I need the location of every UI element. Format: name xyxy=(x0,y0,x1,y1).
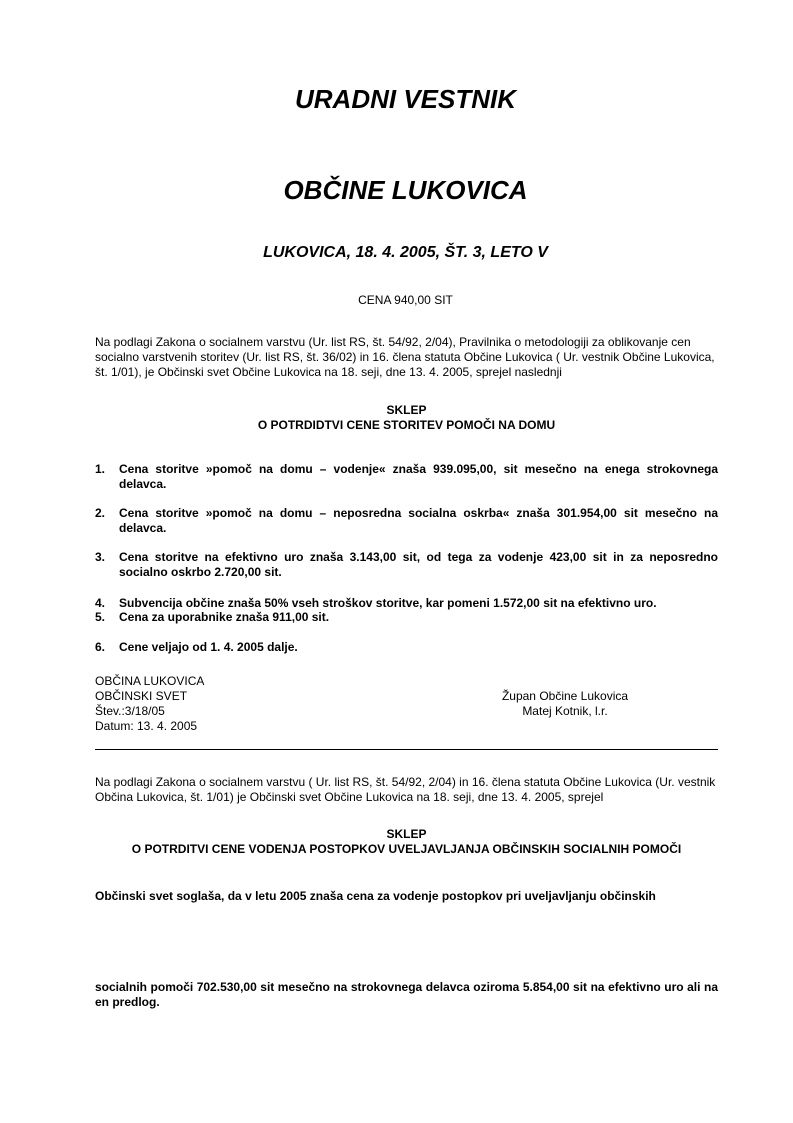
signature-municipality: OBČINA LUKOVICA xyxy=(95,674,205,688)
sklep1-item-3 xyxy=(95,550,718,580)
sklep2-subheading: O POTRDITVI CENE VODENJA POSTOPKOV UVELJAVLJANJA OBČINSKIH SOCIALNIH POMOČI xyxy=(131,842,682,856)
sklep1-item-4 xyxy=(95,596,718,611)
municipality-title: OBČINE LUKOVICA xyxy=(283,175,528,205)
signature-mayor-name: Matej Kotnik, l.r. xyxy=(522,704,608,718)
item-number: 3. xyxy=(95,550,106,564)
item-number: 4. xyxy=(95,596,106,610)
signature-mayor-title: Župan Občine Lukovica xyxy=(501,689,629,703)
sklep2-paragraph-end: socialnih pomoči 702.530,00 sit mesečno na strokovnega delavca oziroma 5.854,00 sit na efektivno uro ali na en predlog. xyxy=(95,980,718,1009)
sklep1-item-6 xyxy=(95,640,718,655)
sklep2-intro: Na podlagi Zakona o socialnem varstvu ( Ur. list RS, št. 54/92, 2/04) in 16. člena statuta Občine Lukovica (Ur. vestnik Občina Lukovica, št. 1/01) je Občinski svet Občine Lukovica na 18. seji, dne 13. 4. 2005, sprejel xyxy=(95,775,716,804)
item-number: 1. xyxy=(95,462,106,476)
sklep1-item-2 xyxy=(95,506,718,536)
item-text: Cena storitve na efektivno uro znaša 3.143,00 sit, od tega za vodenje 423,00 sit in za neposredno socialno oskrbo 2.720,00 sit. xyxy=(119,550,718,579)
issue-price: CENA 940,00 SIT xyxy=(358,293,453,307)
sklep1-intro: Na podlagi Zakona o socialnem varstvu (Ur. list RS, št. 54/92, 2/04), Pravilnika o metodologiji za oblikovanje cen socialno varstvenih storitev (Ur. list RS, št. 36/02) in 16. člena statuta Občine Lukovica ( Ur. vestnik Občine Lukovica, št. 1/01), je Občinski svet Občine Lukovica na 18. seji, dne 13. 4. 2005, sprejel naslednji xyxy=(95,335,715,379)
sklep1-item-1 xyxy=(95,462,718,492)
item-number: 5. xyxy=(95,610,106,624)
section-divider xyxy=(95,749,718,750)
item-text: Cena za uporabnike znaša 911,00 sit. xyxy=(119,610,330,624)
item-number: 2. xyxy=(95,506,106,520)
sklep1-item-5 xyxy=(95,610,718,625)
sklep2-paragraph-start: Občinski svet soglaša, da v letu 2005 znaša cena za vodenje postopkov pri uveljavljanju občinskih xyxy=(95,889,656,903)
item-text: Subvencija občine znaša 50% vseh stroškov storitve, kar pomeni 1.572,00 sit na efektivno uro. xyxy=(119,596,657,610)
signature-block-right xyxy=(470,689,660,719)
signature-council: OBČINSKI SVET xyxy=(95,689,188,703)
sklep1-heading: SKLEP xyxy=(386,403,427,417)
signature-block-left xyxy=(95,674,355,734)
gazette-title: URADNI VESTNIK xyxy=(294,84,516,114)
signature-date: Datum: 13. 4. 2005 xyxy=(95,719,198,733)
item-number: 6. xyxy=(95,640,106,654)
sklep2-heading: SKLEP xyxy=(386,827,427,841)
sklep1-subheading: O POTRDIDTVI CENE STORITEV POMOČI NA DOMU xyxy=(257,418,556,432)
item-text: Cena storitve »pomoč na domu – neposredna socialna oskrba« znaša 301.954,00 sit mesečno na delavca. xyxy=(119,506,718,535)
issue-line: LUKOVICA, 18. 4. 2005, ŠT. 3, LETO V xyxy=(263,244,548,261)
item-text: Cene veljajo od 1. 4. 2005 dalje. xyxy=(119,640,298,654)
item-text: Cena storitve »pomoč na domu – vodenje« znaša 939.095,00, sit mesečno na enega strokovnega delavca. xyxy=(119,462,718,491)
signature-number: Štev.:3/18/05 xyxy=(95,704,165,718)
